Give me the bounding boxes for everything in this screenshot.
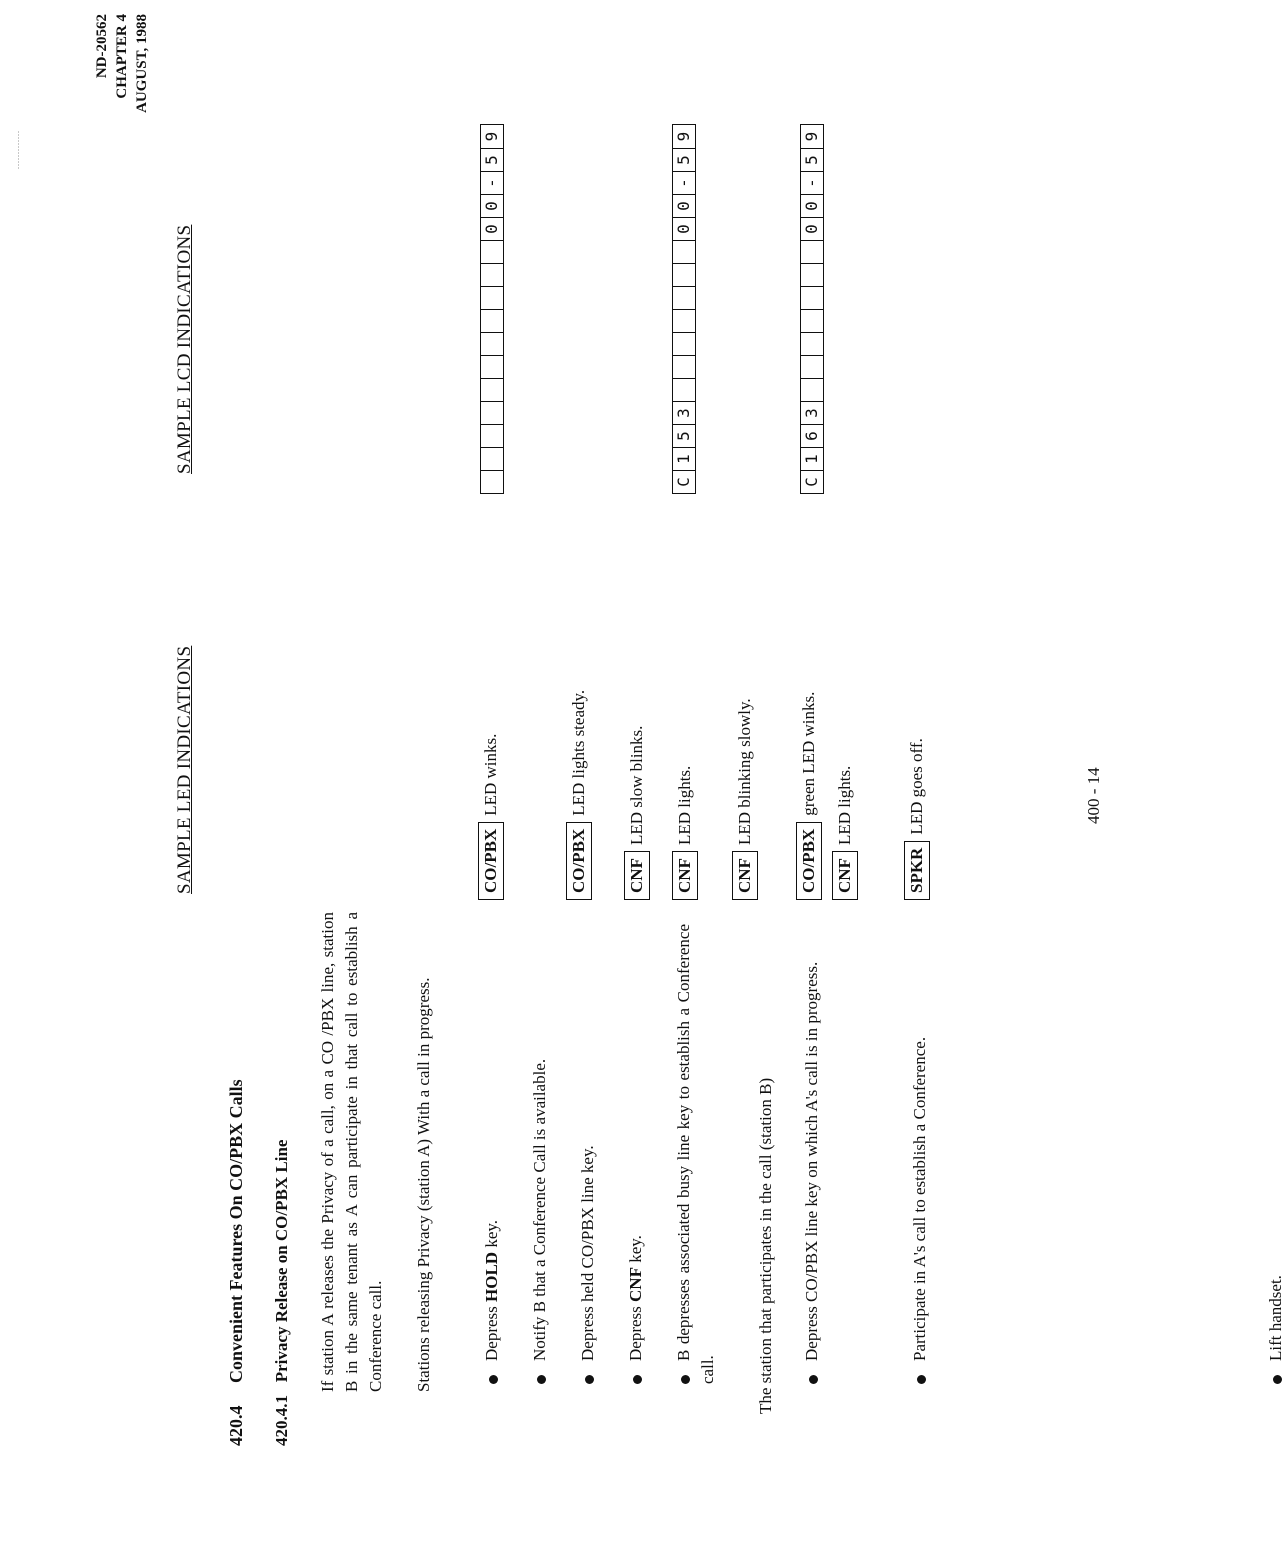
- doc-header: [92, 14, 152, 214]
- lcd-cell: [481, 378, 503, 401]
- led-step-4: CNFLED slow blinks.: [624, 726, 650, 900]
- copbx-key: CO/PBX: [796, 822, 822, 900]
- lcd-cell: [673, 378, 695, 401]
- lcd-cell: 6: [801, 424, 823, 447]
- lcd-cell: [801, 263, 823, 286]
- step-b-depresses: B depresses associated busy line key to establish a Conference call.: [674, 924, 717, 1384]
- lcd-cell: [673, 355, 695, 378]
- lcd-cell: [801, 309, 823, 332]
- intro-paragraph: If station A releases the Privacy of a call, on a CO /PBX line, station B in the same tenant as A can participate in that call to establish a Conference call.: [318, 912, 385, 1392]
- step-depress-cnf: Depress CNF key.: [624, 1235, 648, 1384]
- lcd-display-2: [672, 124, 696, 494]
- step-notify: Notify B that a Conference Call is available.: [528, 1059, 552, 1384]
- lcd-cell: -: [673, 171, 695, 194]
- cnf-key: CNF: [832, 851, 858, 900]
- cnf-key: CNF: [624, 851, 650, 900]
- led-step-5b: CNFLED blinking slowly.: [732, 698, 758, 900]
- lcd-cell: 0: [481, 194, 503, 217]
- doc-date: AUGUST, 1988: [134, 14, 150, 113]
- lcd-cell: [673, 286, 695, 309]
- lcd-cell: 5: [673, 424, 695, 447]
- lcd-cell: 5: [481, 148, 503, 171]
- subsection-title: Privacy Release on CO/PBX Line: [272, 1139, 291, 1383]
- bullet-icon: [681, 1375, 690, 1384]
- intro-paragraph-2: Stations releasing Privacy (station A) With a call in progress.: [414, 977, 433, 1392]
- lcd-cell: [801, 240, 823, 263]
- section-title: Convenient Features On CO/PBX Calls: [226, 1079, 246, 1383]
- section-heading: [226, 1079, 247, 1446]
- lcd-cell: [481, 470, 503, 493]
- step-lift-handset: Lift handset.: [1264, 1275, 1288, 1384]
- lcd-cell: [481, 447, 503, 470]
- bullet-icon: [537, 1375, 546, 1384]
- lcd-cell: 3: [801, 401, 823, 424]
- subsection-heading: [272, 1140, 292, 1446]
- lcd-cell: [801, 355, 823, 378]
- lcd-cell: [481, 355, 503, 378]
- step-depress-copbx: Depress CO/PBX line key on which A's call is in progress.: [800, 924, 824, 1384]
- lcd-cell: [481, 332, 503, 355]
- lcd-cell: [481, 401, 503, 424]
- lcd-cell: [673, 240, 695, 263]
- cnf-key: CNF: [732, 851, 758, 900]
- led-step-1: CO/PBXLED winks.: [478, 734, 504, 900]
- lcd-cell: 0: [481, 217, 503, 240]
- note-station-b: The station that participates in the call (station B): [756, 1077, 775, 1414]
- lcd-cell: 1: [801, 447, 823, 470]
- led-step-3: CO/PBXLED lights steady.: [566, 690, 592, 900]
- led-step-8: SPKRLED goes off.: [904, 738, 930, 900]
- led-step-6b: CNFLED lights.: [832, 766, 858, 900]
- bullet-icon: [809, 1375, 818, 1384]
- lcd-cell: 0: [673, 217, 695, 240]
- bullet-icon: [1273, 1375, 1282, 1384]
- lcd-cell: 0: [673, 194, 695, 217]
- lcd-cell: [481, 424, 503, 447]
- copbx-key: CO/PBX: [478, 822, 504, 900]
- lcd-cell: 0: [801, 217, 823, 240]
- lcd-cell: 9: [482, 131, 501, 142]
- bullet-icon: [633, 1375, 642, 1384]
- lcd-column-header: SAMPLE LCD INDICATIONS: [174, 224, 195, 474]
- copbx-key: CO/PBX: [566, 822, 592, 900]
- lcd-cell: 1: [673, 447, 695, 470]
- led-step-5: CNFLED lights.: [672, 766, 698, 900]
- spkr-key: SPKR: [904, 841, 930, 900]
- lcd-cell: [481, 240, 503, 263]
- lcd-cell: 0: [801, 194, 823, 217]
- lcd-cell: -: [801, 171, 823, 194]
- lcd-display-1: [480, 124, 504, 494]
- page-number: 400 - 14: [1084, 767, 1103, 824]
- lcd-cell: [673, 309, 695, 332]
- lcd-cell: -: [481, 171, 503, 194]
- lcd-cell: 5: [801, 148, 823, 171]
- lcd-cell: [801, 286, 823, 309]
- lcd-cell: [481, 309, 503, 332]
- scan-artifact: .............: [12, 130, 21, 169]
- step-hold: Depress HOLD key.: [480, 1220, 504, 1384]
- lcd-cell: C: [673, 470, 695, 493]
- doc-chapter: CHAPTER 4: [114, 14, 130, 99]
- lcd-cell: 9: [674, 131, 693, 142]
- lcd-cell: [673, 263, 695, 286]
- bullet-icon: [489, 1375, 498, 1384]
- lcd-cell: [801, 332, 823, 355]
- step-participate: Participate in A's call to establish a Conference.: [908, 924, 932, 1384]
- lcd-cell: [673, 332, 695, 355]
- led-step-6: CO/PBXgreen LED winks.: [796, 692, 822, 900]
- step-depress-held: Depress held CO/PBX line key.: [576, 1145, 600, 1384]
- cnf-key: CNF: [672, 851, 698, 900]
- lcd-cell: [481, 286, 503, 309]
- lcd-cell: [481, 263, 503, 286]
- bullet-icon: [585, 1375, 594, 1384]
- subsection-number: 420.4.1: [272, 1395, 291, 1446]
- lcd-cell: C: [801, 470, 823, 493]
- lcd-cell: [801, 378, 823, 401]
- led-column-header: SAMPLE LED INDICATIONS: [174, 645, 195, 894]
- lcd-display-3: [800, 124, 824, 494]
- bullet-icon: [917, 1375, 926, 1384]
- section-number: 420.4: [226, 1405, 246, 1446]
- lcd-cell: 3: [673, 401, 695, 424]
- lcd-cell: 5: [673, 148, 695, 171]
- lcd-cell: 9: [802, 131, 821, 142]
- doc-number: ND-20562: [94, 14, 110, 79]
